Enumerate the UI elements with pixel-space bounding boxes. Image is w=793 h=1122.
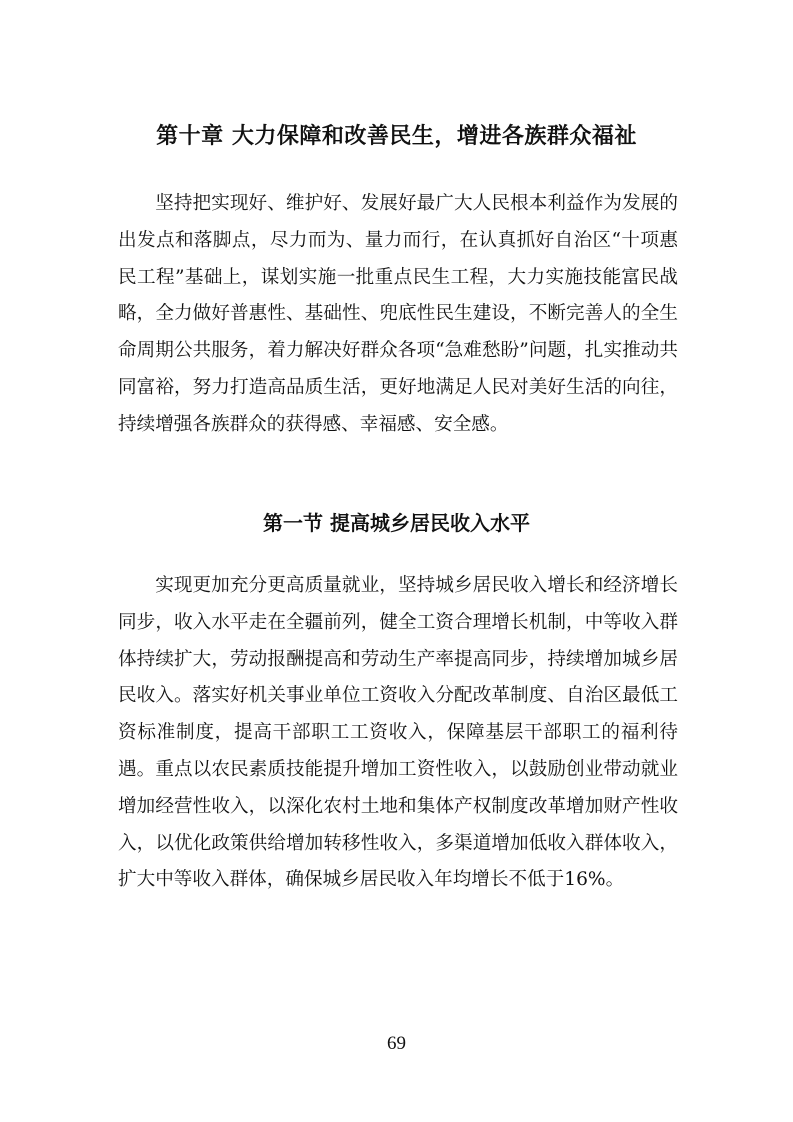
section-title: 第一节 提高城乡居民收入水平 [263, 511, 530, 535]
page-number: 69 [387, 1033, 406, 1054]
section-paragraph: 实现更加充分更高质量就业，坚持城乡居民收入增长和经济增长同步，收入水平走在全疆前列，健全工资合理增长机制，中等收入群体持续扩大，劳动报酬提高和劳动生产率提高同步，持续增加城乡居民收入。落实好机关事业单位工资收入分配改革制度、自治区最低工资标准制度，提高干部职工工资收入，保障基层干部职工的福利待遇。重点以农民素质技能提升增加工资性收入，以鼓励创业带动就业增加经营性收入，以深化农村土地和集体产权制度改革增加财产性收入，以优化政策供给增加转移性收入，多渠道增加低收入群体收入，扩大中等收入群体，确保城乡居民收入年均增长不低于16%。 [118, 575, 678, 891]
intro-paragraph: 坚持把实现好、维护好、发展好最广大人民根本利益作为发展的出发点和落脚点，尽力而为、量力而行，在认真抓好自治区“十项惠民工程”基础上，谋划实施一批重点民生工程，大力实施技能富民战略，全力做好普惠性、基础性、兜底性民生建设，不断完善人的全生命周期公共服务，着力解决好群众各项“急难愁盼”问题，扎实推动共同富裕，努力打造高品质生活，更好地满足人民对美好生活的向往，持续增强各族群众的获得感、幸福感、安全感。 [118, 193, 678, 435]
chapter-title: 第十章 大力保障和改善民生，增进各族群众福祉 [156, 124, 637, 149]
